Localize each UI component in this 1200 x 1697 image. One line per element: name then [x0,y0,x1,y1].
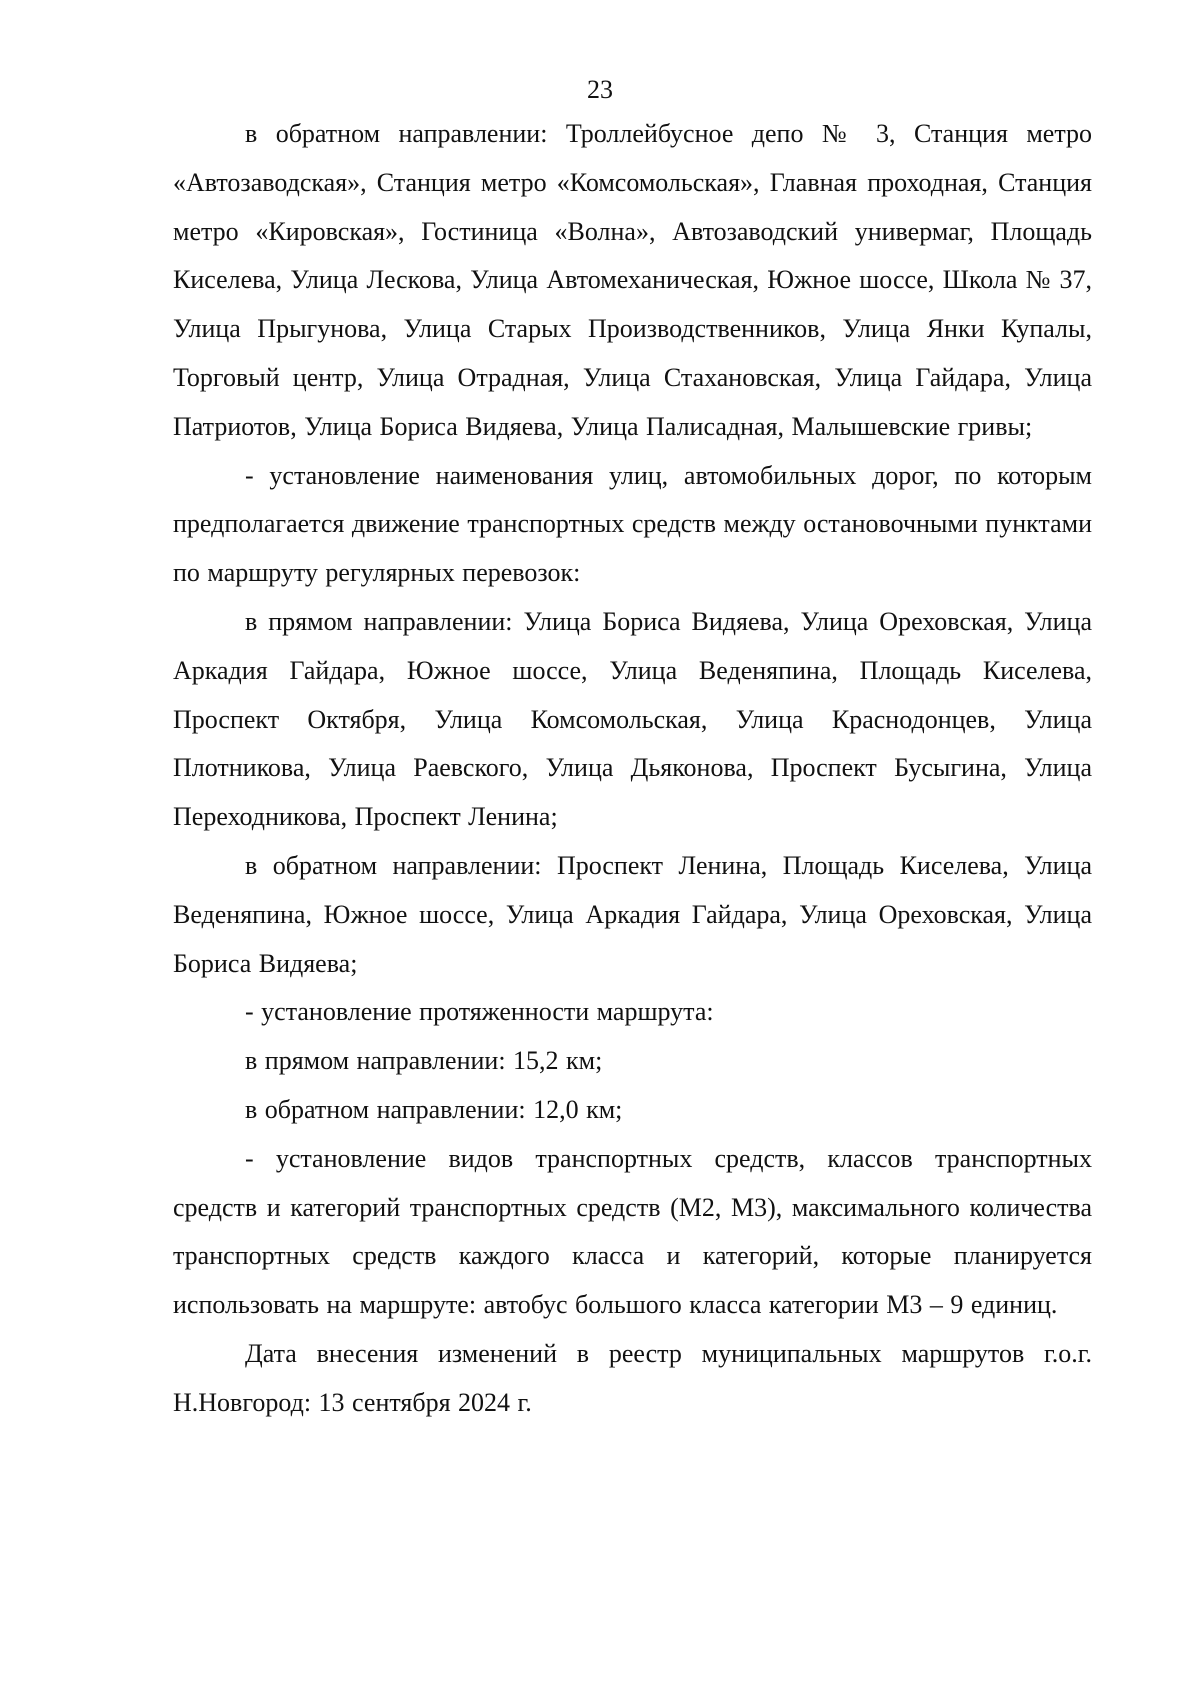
paragraph-street-names-heading: - установление наименования улиц, автомобильных дорог, по которым предполагается движение транспортных средств между остановочными пунктами по маршруту регулярных перевозок: [173,460,1092,588]
paragraph-registry-date: Дата внесения изменений в реестр муниципальных маршрутов г.о.г. Н.Новгород: 13 сентября 2024 г. [173,1338,1092,1417]
paragraph-forward-direction-streets: в прямом направлении: Улица Бориса Видяева, Улица Ореховская, Улица Аркадия Гайдара, Южное шоссе, Улица Веденяпина, Площадь Киселева, Проспект Октября, Улица Комсомольская, Улица Краснодонцев, Улица Плотникова, Улица Раевского, Улица Дьяконова, Проспект Бусыгина, Улица Переходникова, Проспект Ленина; [173,606,1092,832]
paragraph-route-length-heading: - установление протяженности маршрута: [245,997,714,1027]
paragraph-reverse-direction-stops: в обратном направлении: Троллейбусное депо № 3, Станция метро «Автозаводская», Станция метро «Комсомольская», Главная проходная, Станция метро «Кировская», Гостиница «Волна», Автозаводский универмаг, Площадь Киселева, Улица Лескова, Улица Автомеханическая, Южное шоссе, Школа № 37, Улица Прыгунова, Улица Старых Производственников, Улица Янки Купалы, Торговый центр, Улица Отрадная, Улица Стахановская, Улица Гайдара, Улица Патриотов, Улица Бориса Видяева, Улица Палисадная, Малышевские гривы; [173,119,1092,441]
page-number: 23 [587,75,613,104]
document-body [173,110,1092,1428]
paragraph-reverse-length: в обратном направлении: 12,0 км; [245,1094,623,1124]
paragraph-vehicle-types: - установление видов транспортных средств, классов транспортных средств и категорий транспортных средств (М2, М3), максимального количества транспортных средств каждого класса и категорий, которые планируется использовать на маршруте: автобус большого класса категории М3 – 9 единиц. [173,1143,1092,1320]
paragraph-forward-length: в прямом направлении: 15,2 км; [245,1046,603,1076]
paragraph-reverse-direction-streets: в обратном направлении: Проспект Ленина, Площадь Киселева, Улица Веденяпина, Южное шоссе, Улица Аркадия Гайдара, Улица Ореховская, Улица Бориса Видяева; [173,850,1092,978]
